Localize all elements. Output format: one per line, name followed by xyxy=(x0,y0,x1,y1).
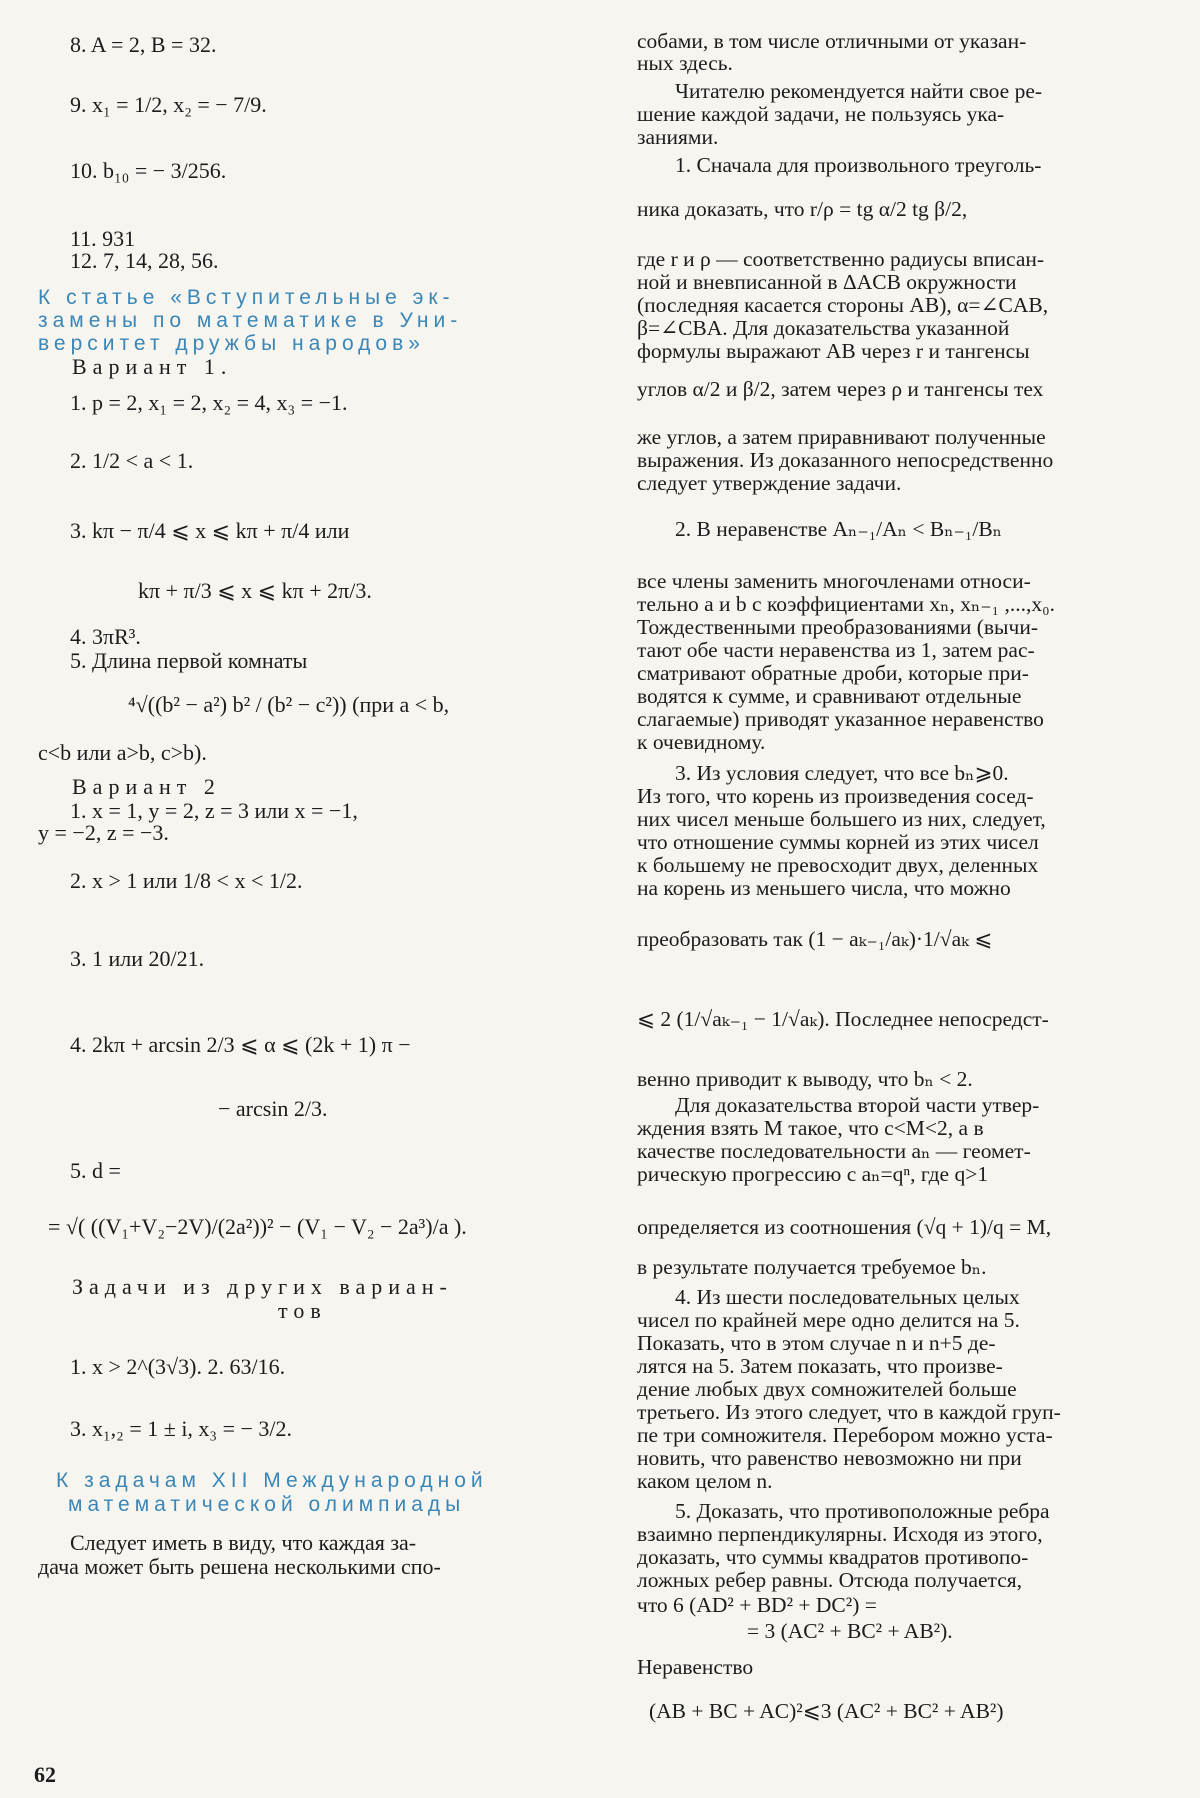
subsection-heading: Задачи из других вариан- xyxy=(72,1274,453,1299)
paragraph-line: ложных ребер равны. Отсюда получается, xyxy=(637,1568,1023,1592)
answer-line: 5. Длина первой комнаты xyxy=(70,648,308,673)
variant-heading: Вариант 1. xyxy=(72,354,233,379)
paragraph-line: ⩽ 2 (1/√aₖ₋₁ − 1/√aₖ). Последнее непосредст- xyxy=(637,1007,1049,1031)
paragraph-line: 4. Из шести последовательных целых xyxy=(675,1285,1020,1309)
formula-line: = √( ((V₁+V₂−2V)/(2a²))² − (V₁ − V₂ − 2a³)/a ). xyxy=(48,1214,467,1239)
paragraph-line: что отношение суммы корней из этих чисел xyxy=(637,830,1039,854)
paragraph-line: чисел по крайней мере одно делится на 5. xyxy=(637,1308,1020,1332)
answer-line: 3. 1 или 20/21. xyxy=(70,946,205,971)
paragraph-line: пе три сомножителя. Перебором можно уста- xyxy=(637,1423,1053,1447)
paragraph-line: углов α/2 и β/2, затем через ρ и тангенсы тех xyxy=(637,377,1044,401)
subsection-heading: тов xyxy=(278,1298,327,1323)
answer-line: 2. 1/2 < a < 1. xyxy=(70,448,194,473)
section-heading: математической олимпиады xyxy=(68,1493,466,1516)
paragraph-line: сматривают обратные дроби, которые при- xyxy=(637,661,1029,685)
formula-line: что 6 (AD² + BD² + DC²) = xyxy=(637,1593,877,1617)
paragraph-line: тают обе части неравенства из 1, затем рас- xyxy=(637,638,1035,662)
paragraph-line: собами, в том числе отличными от указан- xyxy=(637,29,1027,53)
paragraph-line: тельно a и b с коэффициентами xₙ, xₙ₋₁ ,...,x₀. xyxy=(637,592,1055,616)
paragraph-line: дение любых двух сомножителей больше xyxy=(637,1377,1017,1401)
answer-line: 11. 931 xyxy=(70,226,136,251)
paragraph-line: шение каждой задачи, не пользуясь ука- xyxy=(637,102,1005,126)
paragraph-line: Для доказательства второй части утвер- xyxy=(675,1093,1040,1117)
paragraph-line: новить, что равенство невозможно ни при xyxy=(637,1446,1022,1470)
paragraph-line: следует утверждение задачи. xyxy=(637,471,902,495)
paragraph-line: 2. В неравенстве Aₙ₋₁/Aₙ < Bₙ₋₁/Bₙ xyxy=(675,517,1002,541)
paragraph-line: в результате получается требуемое bₙ. xyxy=(637,1255,987,1279)
answer-line: 10. b₁₀ = − 3/256. xyxy=(70,158,227,183)
paragraph-line: 5. Доказать, что противоположные ребра xyxy=(675,1499,1050,1523)
answer-line: 4. 2kπ + arcsin 2/3 ⩽ α ⩽ (2k + 1) π − xyxy=(70,1032,411,1057)
paragraph-line: лятся на 5. Затем показать, что произве- xyxy=(637,1354,1003,1378)
variant-heading: Вариант 2 xyxy=(72,774,221,799)
paragraph-line: ной и вневписанной в ΔACB окружности xyxy=(637,270,1017,294)
paragraph-line: Показать, что в этом случае n и n+5 де- xyxy=(637,1331,996,1355)
answer-line: 12. 7, 14, 28, 56. xyxy=(70,248,219,273)
answer-line: kπ + π/3 ⩽ x ⩽ kπ + 2π/3. xyxy=(138,578,372,603)
answer-line: 8. A = 2, B = 32. xyxy=(70,32,217,57)
answer-line: 5. d = xyxy=(70,1158,121,1183)
paragraph-line: третьего. Из этого следует, что в каждой груп- xyxy=(637,1400,1061,1424)
answer-line: y = −2, z = −3. xyxy=(38,820,169,845)
answer-line: 1. x > 2^(3√3). 2. 63/16. xyxy=(70,1354,286,1379)
paragraph-line: к большему не превосходит двух, деленных xyxy=(637,853,1039,877)
page-number: 62 xyxy=(34,1762,56,1787)
paragraph-line: слагаемые) приводят указанное неравенство xyxy=(637,707,1044,731)
formula-line: ⁴√((b² − a²) b² / (b² − c²)) (при a < b, xyxy=(128,692,450,717)
answer-line: 2. x > 1 или 1/8 < x < 1/2. xyxy=(70,868,303,893)
section-heading: верситет дружбы народов» xyxy=(38,332,425,355)
paragraph-line: дача может быть решена несколькими спо- xyxy=(38,1554,441,1579)
paragraph-line: преобразовать так (1 − aₖ₋₁/aₖ)·1/√aₖ ⩽ xyxy=(637,927,993,951)
paragraph-line: все члены заменить многочленами относи- xyxy=(637,569,1031,593)
paragraph-line: ника доказать, что r/ρ = tg α/2 tg β/2, xyxy=(637,197,968,221)
paragraph-line: β=∠CBA. Для доказательства указанной xyxy=(637,316,1010,340)
paragraph-line: формулы выражают AB через r и тангенсы xyxy=(637,339,1030,363)
paragraph-line: Из того, что корень из произведения сосед- xyxy=(637,784,1034,808)
paragraph-line: ных здесь. xyxy=(637,51,733,75)
answer-line: c<b или a>b, c>b). xyxy=(38,740,207,765)
answer-line: 3. kπ − π/4 ⩽ x ⩽ kπ + π/4 или xyxy=(70,518,350,543)
paragraph-line: взаимно перпендикулярны. Исходя из этого, xyxy=(637,1522,1043,1546)
section-heading: К статье «Вступительные эк- xyxy=(38,286,455,309)
paragraph-line: качестве последовательности aₙ — геомет- xyxy=(637,1139,1031,1163)
paragraph-line: водятся к сумме, и сравнивают отдельные xyxy=(637,684,1022,708)
paragraph-line: (последняя касается стороны AB), α=∠CAB, xyxy=(637,293,1049,317)
paragraph-line: заниями. xyxy=(637,125,719,149)
paragraph-line: определяется из соотношения (√q + 1)/q = M, xyxy=(637,1215,1052,1239)
paragraph-line: к очевидному. xyxy=(637,730,766,754)
paragraph-line: Неравенство xyxy=(637,1655,754,1679)
answer-line: 9. x₁ = 1/2, x₂ = − 7/9. xyxy=(70,92,267,117)
paragraph-line: ждения взять M такое, что c<M<2, а в xyxy=(637,1116,984,1140)
paragraph-line: 3. Из условия следует, что все bₙ⩾0. xyxy=(675,761,1009,785)
formula-line: = 3 (AC² + BC² + AB²). xyxy=(747,1619,953,1643)
paragraph-line: них чисел меньше большего из них, следует, xyxy=(637,807,1046,831)
answer-line: 1. p = 2, x₁ = 2, x₂ = 4, x₃ = −1. xyxy=(70,390,348,415)
paragraph-line: доказать, что суммы квадратов противопо- xyxy=(637,1545,1029,1569)
paragraph-line: же углов, а затем приравнивают полученные xyxy=(637,425,1046,449)
answer-line: 1. x = 1, y = 2, z = 3 или x = −1, xyxy=(70,798,358,823)
paragraph-line: рическую прогрессию с aₙ=qⁿ, где q>1 xyxy=(637,1162,989,1186)
paragraph-line: на корень из меньшего числа, что можно xyxy=(637,876,1011,900)
paragraph-line: где r и ρ — соответственно радиусы вписан- xyxy=(637,247,1045,271)
section-heading: К задачам XII Международной xyxy=(56,1469,488,1492)
paragraph-line: Тождественными преобразованиями (вычи- xyxy=(637,615,1038,639)
paragraph-line: Читателю рекомендуется найти свое ре- xyxy=(675,79,1043,103)
paragraph-line: выражения. Из доказанного непосредственно xyxy=(637,448,1054,472)
paragraph-line: Следует иметь в виду, что каждая за- xyxy=(70,1530,417,1555)
answer-line: 3. x₁,₂ = 1 ± i, x₃ = − 3/2. xyxy=(70,1416,293,1441)
paragraph-line: венно приводит к выводу, что bₙ < 2. xyxy=(637,1067,973,1091)
formula-line: (AB + BC + AC)²⩽3 (AC² + BC² + AB²) xyxy=(649,1699,1004,1723)
answer-line: − arcsin 2/3. xyxy=(218,1096,328,1121)
paragraph-line: каком целом n. xyxy=(637,1469,773,1493)
section-heading: замены по математике в Уни- xyxy=(38,309,463,332)
answer-line: 4. 3πR³. xyxy=(70,624,141,649)
paragraph-line: 1. Сначала для произвольного треуголь- xyxy=(675,153,1042,177)
